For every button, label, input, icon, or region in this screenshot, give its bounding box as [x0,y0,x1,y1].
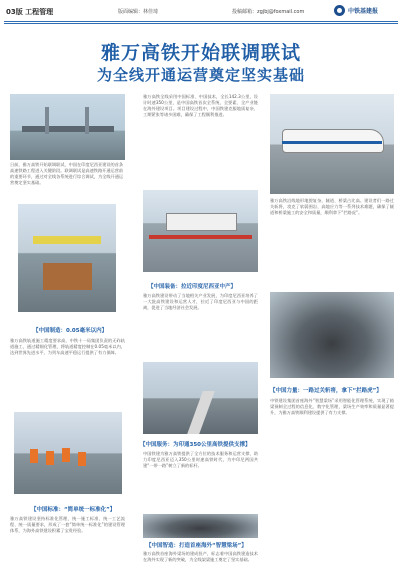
header-divider-secondary [4,23,398,24]
photo-smart-beam-yard [143,514,258,538]
article-col2-mid: 雅万高铁建设带动了当地相关产业发展，为印度尼西亚培养了一大批高铁建设和运营人才，拉近了印度尼西亚与中国的距离，促进了当地经济社会发展。 [143,293,258,311]
headline-main: 雅万高铁开始联调联试 [100,42,301,64]
photo-rail-line [143,362,258,434]
caption-china-service: 【中国服务：为印通350公里高铁提供支撑】 [140,442,251,448]
caption-china-strength: 【中国力量：一路过关斩将，拿下“拦路虎”】 [270,388,382,394]
caption-china-smart-making: 【中国智造：打造首座海外“智慧梁场”】 [146,543,247,549]
article-col1-mid: 雅万高铁轨道施工精度要求高，中铁十一局集团负责的无砟轨道施工，通过精细化管理，将轨道精度控制在0.05毫米以内，达到世界先进水平，为列车高速平稳运行提供了有力保障。 [10,338,125,356]
photo-bridge [10,94,125,160]
logo-icon [334,5,345,16]
article-col3-low: 中铁建设集团首座海外“智慧梁场”采用智能化管理系统，实现了箱梁预制全过程的信息化、数字化管理，梁场生产效率和质量显著提升，为雅万高铁顺利建设提供了有力支撑。 [270,398,394,416]
page-header [0,0,402,22]
photo-high-speed-train [270,94,394,194]
article-col1-low: 雅万高铁建设坚持标准化管理，统一施工标准、统一工艺流程、统一质量要求，形成了一套“简单统一标准化”的建设管理体系，为海外高铁建设积累了宝贵经验。 [10,516,125,534]
photo-track-laying [143,190,258,272]
photo-workers [14,412,122,494]
caption-made-in-china: 【中国制造：0.05毫米以内】 [33,328,108,334]
editor-credit: 版面编辑：林佳琦 [118,9,159,15]
caption-china-standard: 【中国标准：“简单统一标准化”】 [31,507,116,513]
submission-email: 投稿邮箱：zgjbj@foxmail.com [232,9,305,15]
header-divider [4,21,398,22]
article-col2-top: 雅万高铁全线采用中国标准、中国技术，全长142.3公里，设计时速350公里，是中国高铁首次全系统、全要素、全产业链在海外建设项目。项目建设过程中，中国铁建克服地质复杂、工期紧张等诸多困难，确保了工程顺利推进。 [143,94,258,118]
article-col3-top: 雅万高铁沿线地形地貌复杂，隧道、桥梁占比高。建设者们一路过关斩将，攻克了软弱围岩、高地应力等一系列技术难题，确保了隧道和桥梁施工的安全和质量，顺利拿下“拦路虎”。 [270,198,394,216]
article-col2-low: 中国铁建为雅万高铁提供了全方位的技术服务和运营支撑，助力印度尼西亚迈入350公里时速高铁时代，为中印尼两国共建“一带一路”树立了新的标杆。 [143,451,258,469]
page-label: 03版 工程管理 [6,8,54,16]
caption-china-equipment: 【中国装备：拉近印度尼西亚中产】 [148,284,237,290]
logo-text: 中铁基建报 [348,8,379,15]
photo-construction-site [18,204,116,312]
newspaper-logo [334,4,396,18]
headline-sub: 为全线开通运营奠定坚实基础 [96,66,305,84]
article-col2-bottom: 雅万高铁首座海外梁场的建成投产，标志着中国高铁建造技术在海外实现了新的突破，为全线架梁施工奠定了坚实基础。 [143,551,258,563]
photo-tunnel [270,292,394,378]
photo1-caption: 日前，雅万高铁开始联调联试，中国在印度尼西亚建设的首条高速铁路工程进入关键阶段。联调联试是高速铁路开通运营前的重要环节，通过对全线各系统进行综合调试，为全线开通运营奠定坚实基础。 [10,162,124,185]
